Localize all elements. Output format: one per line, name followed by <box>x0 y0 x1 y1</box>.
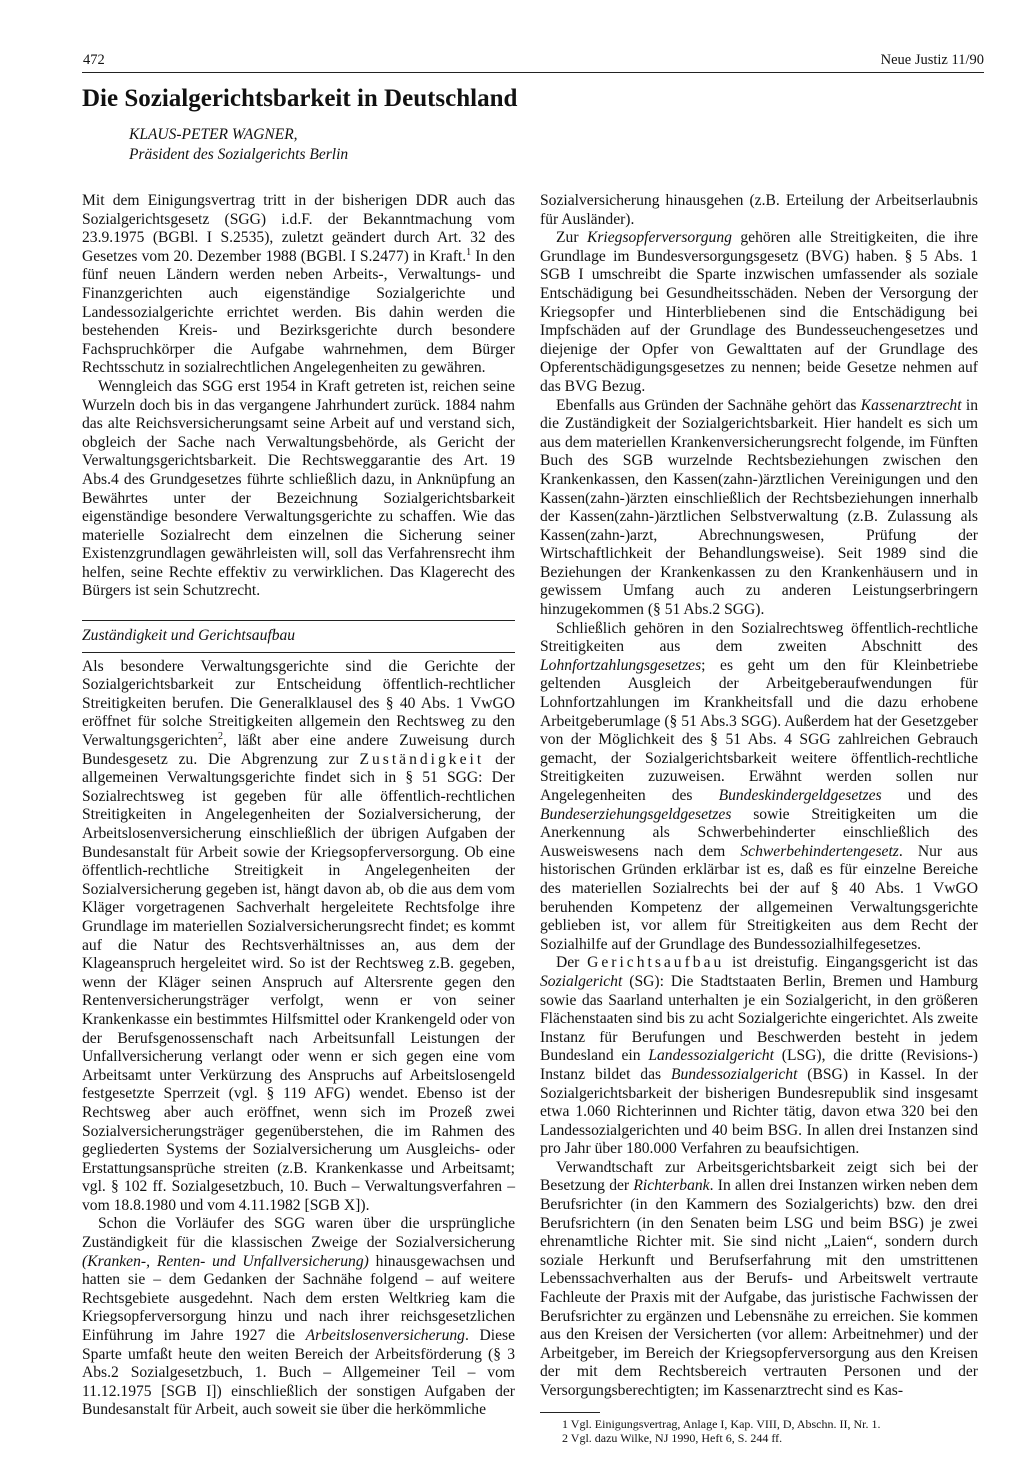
section-paragraph-1: Als besondere Verwaltungsgerichte sind die Gerichte der Sozialgerichtsbarkeit zur Entscheidung öffentlich-rechtlicher Streitigkeiten berufen. Die Generalklausel des § 40 Abs. 1 VwGO eröffnet für solche Streitigkeiten allgemein den Rechtsweg zu den Verwaltungsgerichten$^2$, läßt aber eine andere Zuweisung durch Bundesgesetz zu. Die Abgrenzung zur Zuständigkeit der allgemeinen Verwaltungsgerichte findet sich in § 51 SGG: Der Sozialrechtsweg ist gegeben für alle öffentlich-rechtlichen Streitigkeiten in Angelegenheiten der Sozialversicherung, der Arbeitslosenversicherung einschließlich der übrigen Aufgaben der Bundesanstalt für Arbeit sowie der Kriegsopferversorgung. Ob eine öffentlich-rechtliche Streitigkeit in Angelegenheiten der Sozialversicherung gegeben ist, hängt davon ab, ob die aus dem vom Kläger vorgetragenen Sachverhalt hergeleitete Rechtsfolge ihre Grundlage im materiellen Sozialversicherungsrecht findet; es kommt auf die Natur des Rechtsverhältnisses an, aus dem der Klageanspruch hergeleitet wird. So ist der Rechtsweg z.B. gegeben, wenn der Kläger seinen Anspruch auf Altersrente gegen den Rentenversicherungsträger verfolgt, wenn er von seiner Krankenkasse ein bestimmtes Hilfsmittel oder Krankengeld oder von der Berufsgenossenschaft nach Arbeitsunfall Leistungen der Unfallversicherung verlangt oder wenn er sich gegen eine vom Arbeitsamt unter Verkürzung des Anspruchs auf Arbeitslosengeld festgesetzte Sperrzeit (vgl. § 119 AFG) wendet. Ebenso ist der Rechtsweg aber auch eröffnet, wenn sich im Prozeß zwei Sozialversicherungsträger gegenüberstehen, die im Rahmen des gegliederten Systems der Sozialversicherung um Ausgleichs- oder Erstattungsansprüche streiten (z.B. Krankenkasse und Arbeitsamt; vgl. § 102 ff. Sozialgesetzbuch, 10. Buch – Verwaltungsverfahren – vom 18.8.1980 und vom 4.11.1982 [SGB X]). <box>82 657 515 1214</box>
right-column <box>540 192 978 1445</box>
footnote-ref-1: 1 <box>466 246 472 258</box>
intro-paragraph-2: Wenngleich das SGG erst 1954 in Kraft getreten ist, reichen seine Wurzeln doch bis in das vergangene Jahrhundert zurück. 1884 nahm das alte Reichsversicherungsamt seine Arbeit auf und verstand sich, obgleich der Sache nach Verwaltungsbehörde, als Gericht der Verwaltungsgerichtsbarkeit. Die Rechtsweggarantie des Art. 19 Abs.4 des Grundgesetzes führte schließlich dazu, in Anknüpfung an Bewährtes unter der Bezeichnung Sozialgerichtsbarkeit eigenständige besondere Verwaltungsgerichte zu schaffen. Wie das materielle Sozialrecht dem einzelnen die Sicherung seiner Existenzgrundlagen gewährleisten will, soll das Verfahrensrecht ihm helfen, seine Rechte effektiv zu verwirklichen. Das Klagerecht des Bürgers ist sein Schutzrecht. <box>82 377 515 600</box>
section-heading: Zuständigkeit und Gerichtsaufbau <box>82 627 515 653</box>
right-paragraph-5: Verwandtschaft zur Arbeitsgerichtsbarkeit zeigt sich bei der Besetzung der Richterbank. In allen drei Instanzen wirken neben dem Berufsrichter (in den Kammern des Sozialgerichts) bzw. den drei Berufsrichtern (in den Senaten beim LSG und beim BSG) je zwei ehrenamtliche Richter mit. Sie sind nicht „Laien“, sondern durch soziale Herkunft und Berufserfahrung mit den umstrittenen Lebenssachverhalten aus der Berufs- und Arbeitswelt vertraute Fachleute der Praxis mit der Aufgabe, das juristische Fachwissen der Berufsrichter zu ergänzen und Lebensnähe zu erreichen. Sie kommen aus den Kreisen der Versicherten (vor allem: Arbeitnehmer) und der Arbeitgeber, im Bereich der Kriegsopferversorgung aus den Kreisen der mit dem Rechtsbereich vertrauten Personen und der Versorgungsberechtigten; im Kassenarztrecht sind es Kas- <box>540 1158 978 1399</box>
footnote-ref-2: 2 <box>217 730 223 742</box>
journal-issue: Neue Justiz 11/90 <box>880 52 984 68</box>
article-title: Die Sozialgerichtsbarkeit in Deutschland <box>82 85 518 112</box>
right-paragraph-0: Sozialversicherung hinausgehen (z.B. Erteilung der Arbeitserlaubnis für Ausländer). <box>540 192 978 228</box>
left-column <box>82 192 515 1420</box>
footnote-rule <box>540 1412 600 1413</box>
section-paragraph-2: Schon die Vorläufer des SGG waren über die ursprüngliche Zuständigkeit für die klassischen Zweige der Sozialversicherung (Kranken-, Renten- und Unfallversicherung) hinausgewachsen und hatten sie – dem Gedanken der Sachnähe folgend – auf weitere Rechtsgebiete ausgedehnt. Nach dem ersten Weltkrieg kam die Kriegsopferversorgung hinzu und nach ihrer reichsgesetzlichen Einführung im Jahre 1927 die Arbeitslosenversicherung. Diese Sparte umfaßt heute den weiten Bereich der Arbeitsförderung (§ 3 Abs.2 Sozialgesetzbuch, 1. Buch – Allgemeiner Teil – vom 11.12.1975 [SGB I]) einschließlich der sonstigen Aufgaben der Bundesanstalt für Arbeit, auch soweit sie über die herkömmliche <box>82 1215 516 1419</box>
page-number: 472 <box>83 52 105 68</box>
right-paragraph-2: Ebenfalls aus Gründen der Sachnähe gehört das Kassenarztrecht in die Zuständigkeit der Sozialgerichtsbarkeit. Hier handelt es sich um aus dem materiellen Krankenversicherungsrecht folgende, im Fünften Buch des SGB wurzelnde Rechtsbeziehungen zwischen den Krankenkassen, den Kassen(zahn-)ärztlichen Vereinigungen und den Kassen(zahn-)ärzten einschließlich der Rechtsbeziehungen innerhalb der Kassen(zahn-)ärztlichen Selbstverwaltung (z.B. Zulassung als Kassen(zahn-)arzt, Abrechnungswesen, Prüfung der Wirtschaftlichkeit der Behandlungsweise). Seit 1989 sind die Beziehungen der Krankenkassen zu den Krankenhäusern und in gewissem Umfang auch zu anderen Leistungserbringern hinzugekommen (§ 51 Abs.2 SGG). <box>540 396 978 619</box>
footnote-2: 2 Vgl. dazu Wilke, NJ 1990, Heft 6, S. 244 ff. <box>562 1430 783 1445</box>
right-paragraph-4: Der Gerichtsaufbau ist dreistufig. Eingangsgericht ist das Sozialgericht (SG): Die Stadtstaaten Berlin, Bremen und Hamburg sowie das Saarland unterhalten je ein Sozialgericht, in den größeren Flächenstaaten sind bis zu acht Sozialgerichte eingerichtet. Als zweite Instanz für Berufungen und Beschwerden besteht in jedem Bundesland ein Landessozialgericht (LSG), die dritte (Revisions-) Instanz bildet das Bundessozialgericht (BSG) in Kassel. In der Sozialgerichtsbarkeit der bisherigen Bundesrepublik sind insgesamt etwa 1.060 Richterinnen und Richter tätig, davon etwa 320 bei den Landessozialgerichten und 40 beim BSG. In allen drei Instanzen sind pro Jahr über 180.000 Verfahren zu beaufsichtigen. <box>540 954 978 1158</box>
section-rule <box>82 620 515 621</box>
right-paragraph-1: Zur Kriegsopferversorgung gehören alle Streitigkeiten, die ihre Grundlage im Bundesversorgungsgesetz (BVG) haben. § 5 Abs. 1 SGB I umschreibt die Sparte inzwischen umfassender als soziale Entschädigung bei Gesundheitsschäden. Neben der Versorgung der Kriegsopfer und Hinterbliebenen sind die Entschädigung bei Impfschäden auf der Grundlage des Bundesseuchengesetzes und diejenige der Opfer von Gewalttaten auf der Grundlage des Opferentschädigungsgesetzes zu nennen; beide Gesetze nehmen auf das BVG Bezug. <box>540 229 978 395</box>
author-name: KLAUS-PETER WAGNER, <box>129 126 298 143</box>
header-rule <box>82 72 984 73</box>
author-role: Präsident des Sozialgerichts Berlin <box>129 146 349 163</box>
intro-paragraph-1: Mit dem Einigungsvertrag tritt in der bisherigen DDR auch das Sozialgerichtsgesetz (SGG) i.d.F. der Bekanntmachung vom 23.9.1975 (BGBl. I S.2535), zuletzt geändert durch Art. 32 des Gesetzes vom 20. Dezember 1988 (BGBl. I S.2477) in Kraft.$^1$ In den fünf neuen Ländern werden neben Arbeits-, Verwaltungs- und Finanzgerichten auch eigenständige Sozialgerichte und Landessozialgerichte errichtet werden. Bis dahin werden die bestehenden Kreis- und Bezirksgerichte durch besondere Fachspruchkörper die Aufgabe wahrnehmen, dem Bürger Rechtsschutz in sozialrechtlichen Angelegenheiten zu gewähren. <box>82 192 516 377</box>
right-paragraph-3: Schließlich gehören in den Sozialrechtsweg öffentlich-rechtliche Streitigkeiten aus dem zweiten Abschnitt des Lohnfortzahlungsgesetzes; es geht um den für Kleinbetriebe geltenden Ausgleich der Arbeitgeberaufwendungen für Lohnfortzahlungen im Krankheitsfall und die dazu erhobene Arbeitgeberumlage (§ 51 Abs.3 SGG). Außerdem hat der Gesetzgeber von der Möglichkeit des § 51 Abs. 4 SGG zahlreichen Gebrauch gemacht, der Sozialgerichtsbarkeit weitere öffentlich-rechtliche Streitigkeiten zuzuweisen. Erwähnt werden sollen nur Angelegenheiten des Bundeskindergeldgesetzes und des Bundeserziehungsgeldgesetzes sowie Streitigkeiten um die Anerkennung als Schwerbehinderter einschließlich des Ausweiswesens nach dem Schwerbehindertengesetz. Nur aus historischen Gründen erklärbar ist es, daß es für einzelne Bereiche des materiellen Sozialrechts bei der auf § 40 Abs. 1 VwGO beruhenden Kompetenz der allgemeinen Verwaltungsgerichte geblieben ist, vor allem für Streitigkeiten aus dem Recht der Sozialhilfe auf der Grundlage des Bundessozialhilfegesetzes. <box>540 619 979 953</box>
footnote-1: 1 Vgl. Einigungsvertrag, Anlage I, Kap. VIII, D, Abschn. II, Nr. 1. <box>562 1416 881 1431</box>
